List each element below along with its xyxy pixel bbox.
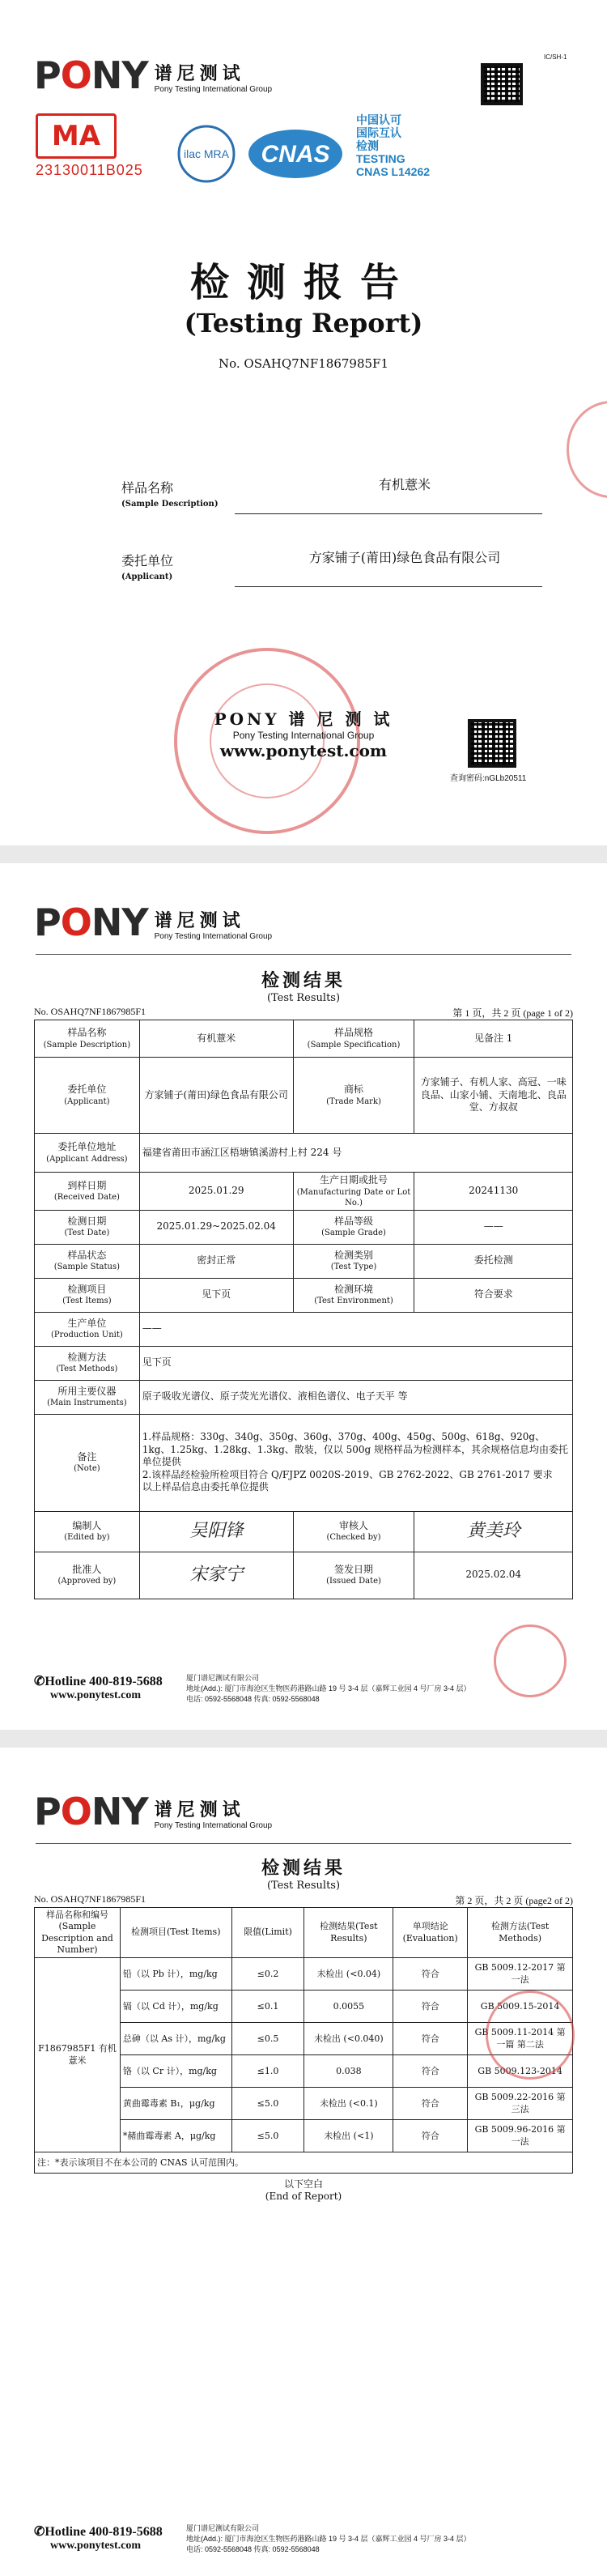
report-title-en: (Testing Report)	[184, 308, 423, 338]
underline	[235, 513, 542, 514]
cma-number: 23130011B025	[36, 162, 143, 178]
phone-icon: ✆	[34, 2525, 45, 2539]
cnas-line: 国际互认	[356, 126, 401, 139]
table-row: 检测日期 (Test Date) 2025.01.29~2025.02.04 样品等级 (Sample Grade) ——	[35, 1210, 573, 1244]
sample-grade: ——	[414, 1210, 573, 1244]
underline	[235, 586, 542, 587]
applicant-value: 方家铺子(莆田)绿色食品有限公司	[308, 550, 501, 565]
editor-signature: 吴阳锋	[189, 1520, 244, 1541]
results-page-1	[0, 863, 607, 1730]
table-header-row: 样品名称和编号(Sample Description and Number) 检测项目(Test Items) 限值(Limit) 检测结果(Test Results) 单项结论(Evaluation) 检测方法(Test Methods)	[35, 1908, 573, 1958]
test-methods: 见下页	[139, 1346, 572, 1380]
brand-cn: 谱尼测试	[154, 910, 245, 931]
cma-mark	[36, 113, 143, 179]
header-divider	[36, 1843, 571, 1844]
production-unit: ——	[139, 1312, 572, 1346]
results-title-cn: 检测结果	[261, 970, 346, 991]
test-items: 见下页	[139, 1278, 293, 1312]
cnas-line: 检测	[356, 139, 379, 152]
table-row: 编制人 (Edited by) 吴阳锋 审核人 (Checked by) 黄美玲	[35, 1511, 573, 1552]
sample-label: 样品名称	[121, 480, 174, 496]
note-line: 以上样品信息由委托单位提供	[142, 1481, 269, 1493]
end-of-report	[0, 2177, 607, 2202]
note-line: 2.该样品经检验所检项目符合 Q/FJPZ 0020S-2019、GB 2762-2022、GB 2761-2017 要求	[142, 1468, 553, 1480]
cnas-logo	[243, 121, 348, 186]
page-info: 第 2 页，共 2 页 (page2 of 2)	[455, 1895, 573, 1906]
table-row: 镉（以 Cd 计），mg/kg ≤0.1 0.0055 符合 GB 5009.15-2014	[35, 1991, 573, 2023]
note-value	[139, 1414, 572, 1511]
table-row: 样品状态 (Sample Status) 密封正常 检测类别 (Test Type) 委托检测	[35, 1244, 573, 1278]
hotline: Hotline 400-819-5688	[45, 2525, 163, 2539]
website-link[interactable]: www.ponytest.com	[50, 2540, 141, 2552]
report-title-cn: 检测报告	[189, 260, 417, 305]
trademark-value: 方家铺子、有机人家、高冠、一味良品、山家小铺、天南地北、良品堂、方叔叔	[414, 1058, 573, 1134]
company-address	[186, 2523, 471, 2555]
verify-qr-icon	[468, 719, 516, 768]
spec-value: 见备注 1	[414, 1020, 573, 1058]
report-meta	[34, 1006, 573, 1020]
seal-stamp	[486, 1991, 575, 2080]
brand-cn: 谱尼测试	[154, 1799, 245, 1820]
addr-line: 地址(Add.): 厦门市海沧区生物医药港路山路 19 号 3-4 层（嘉辉工业园 4 号厂房 3-4 层）	[186, 2535, 471, 2543]
address-value: 福建省莆田市涵江区梧塘镇溪游村上村 224 号	[139, 1134, 572, 1173]
results-page-2	[0, 1748, 607, 2576]
addr-line: 电话: 0592-5568048 传真: 0592-5568048	[186, 1695, 320, 1703]
table-row: 生产单位 (Production Unit) ——	[35, 1312, 573, 1346]
sample-value: 有机薏米	[378, 477, 431, 492]
test-date: 2025.01.29~2025.02.04	[139, 1210, 293, 1244]
table-row: 总砷（以 As 计），mg/kg ≤0.5 未检出 (<0.040) 符合 GB 5009.11-2014 第一篇 第二法	[35, 2023, 573, 2055]
sample-label-en: (Sample Description)	[121, 500, 219, 509]
results-title-en: (Test Results)	[266, 992, 341, 1004]
company-address	[186, 1673, 471, 1705]
cnas-line: CNAS L14262	[356, 165, 431, 178]
cnas-line: 中国认可	[356, 113, 401, 126]
table-row: F1867985F1 有机薏米 铅（以 Pb 计），mg/kg ≤0.2 未检出 (<0.04) 符合 GB 5009.12-2017 第一法	[35, 1958, 573, 1991]
applicant-value: 方家铺子(莆田)绿色食品有限公司	[139, 1058, 293, 1134]
applicant-label-en: (Applicant)	[121, 573, 173, 581]
header-logo	[34, 901, 273, 944]
report-meta	[34, 1893, 573, 1907]
brand-en: Pony Testing International Group	[154, 932, 273, 941]
end-en: (End of Report)	[265, 2191, 342, 2202]
test-type: 委托检测	[414, 1244, 573, 1278]
basic-info-table	[34, 1020, 573, 1599]
website-link[interactable]: www.ponytest.com	[50, 1689, 141, 1701]
brand-cn: 谱尼测试	[154, 63, 245, 84]
header-logo	[34, 53, 273, 97]
table-row: *赭曲霉毒素 A，μg/kg ≤5.0 未检出 (<1) 符合 GB 5009.96-2016 第一法	[35, 2120, 573, 2152]
results-title-cn: 检测结果	[261, 1858, 346, 1879]
sample-status: 密封正常	[139, 1244, 293, 1278]
end-cn: 以下空白	[283, 2178, 323, 2190]
table-row: 所用主要仪器 (Main Instruments) 原子吸收光谱仪、原子荧光光谱仪、液相色谱仪、电子天平 等	[35, 1380, 573, 1414]
ilac-text: ilac MRA	[183, 147, 230, 160]
applicant-field	[121, 551, 542, 581]
pony-logo: PONY	[34, 53, 148, 97]
footer-url[interactable]: www.ponytest.com	[219, 741, 388, 760]
hotline-block	[34, 2523, 163, 2553]
lot-number: 20241130	[414, 1173, 573, 1211]
issued-date: 2025.02.04	[414, 1552, 573, 1599]
addr-line: 地址(Add.): 厦门市海沧区生物医药港路山路 19 号 3-4 层（嘉辉工业园 4 号厂房 3-4 层）	[186, 1684, 471, 1692]
hotline: Hotline 400-819-5688	[45, 1675, 163, 1688]
table-row: 备注 (Note) 1.样品规格：330g、340g、350g、360g、370g、400g、450g、500g、618g、920g、1kg、1.25kg、1.28kg、1.3kg、散装，仅以 500g 规格样品为检测样本，其余规格信息均由委托单位提供 2.该样品经检验所检项目符合 Q/FJPZ 0020S-2019、GB 2762-2022、GB 2761-2017 要求 以上样品信息由委托单位提供	[35, 1414, 573, 1511]
table-row: 委托单位地址 (Applicant Address) 福建省莆田市涵江区梧塘镇溪游村上村 224 号	[35, 1134, 573, 1173]
phone-icon: ✆	[34, 1675, 45, 1688]
side-seal-stamp	[567, 401, 607, 498]
cma-logo: MA	[36, 113, 117, 159]
report-number: No. OSAHQ7NF1867985F1	[34, 1893, 146, 1905]
page-info: 第 1 页，共 2 页 (page 1 of 2)	[452, 1007, 573, 1019]
verify-code: 查询密码:nGLb20511	[450, 774, 527, 783]
addr-line: 厦门谱尼测试有限公司	[186, 2524, 260, 2532]
pony-logo: PONY	[34, 901, 148, 944]
table-row: 到样日期 (Received Date) 2025.01.29 生产日期或批号 (Manufacturing Date or Lot No.) 20241130	[35, 1173, 573, 1211]
results-title	[0, 1854, 607, 1892]
cnas-line: TESTING	[356, 152, 405, 165]
applicant-label: 委托单位	[121, 553, 174, 568]
results-title	[0, 967, 607, 1004]
brand-en: Pony Testing International Group	[154, 85, 273, 94]
report-cover-page	[0, 0, 607, 845]
table-row: 委托单位 (Applicant) 方家铺子(莆田)绿色食品有限公司 商标 (Trade Mark) 方家铺子、有机人家、高冠、一味良品、山家小铺、天南地北、良品堂、方叔叔	[35, 1058, 573, 1134]
table-row: 检测方法 (Test Methods) 见下页	[35, 1346, 573, 1380]
test-environment: 符合要求	[414, 1278, 573, 1312]
brand-en: Pony Testing International Group	[154, 1821, 273, 1830]
footer-brand-en: Pony Testing International Group	[232, 730, 375, 741]
cnas-text: CNAS	[261, 141, 330, 168]
results-title-en: (Test Results)	[266, 1880, 341, 1892]
footer-brand: PONY 谱 尼 测 试	[214, 709, 393, 729]
table-row: 检测项目 (Test Items) 见下页 检测环境 (Test Environment) 符合要求	[35, 1278, 573, 1312]
main-instruments: 原子吸收光谱仪、原子荧光光谱仪、液相色谱仪、电子天平 等	[139, 1380, 572, 1414]
pony-logo: PONY	[34, 1790, 148, 1833]
header-divider	[36, 954, 571, 955]
header-logo	[34, 1790, 273, 1833]
table-row: 批准人 (Approved by) 宋家宁 签发日期 (Issued Date) 2025.02.04	[35, 1552, 573, 1599]
addr-line: 电话: 0592-5568048 传真: 0592-5568048	[186, 2545, 320, 2553]
footnote: 注：*表示该项目不在本公司的 CNAS 认可范围内。	[35, 2152, 573, 2174]
checker-signature: 黄美玲	[466, 1520, 520, 1541]
hotline-block	[34, 1673, 163, 1702]
addr-line: 厦门谱尼测试有限公司	[186, 1674, 260, 1682]
sample-id: F1867985F1 有机薏米	[35, 1958, 121, 2152]
approver-signature: 宋家宁	[189, 1564, 244, 1585]
table-row	[35, 2152, 573, 2174]
note-line: 1.样品规格：330g、340g、350g、360g、370g、400g、450g、500g、618g、920g、1kg、1.25kg、1.28kg、1.3kg、散装，仅以 500g 规格样品为检测样本，其余规格信息均由委托单位提供	[142, 1431, 568, 1468]
table-row: 铬（以 Cr 计），mg/kg ≤1.0 0.038 符合 GB 5009.123-2014	[35, 2055, 573, 2088]
sample-field	[121, 478, 542, 509]
table-row: 样品名称 (Sample Description) 有机薏米 样品规格 (Sample Specification) 见备注 1	[35, 1020, 573, 1058]
table-row: 黄曲霉毒素 B₁，μg/kg ≤5.0 未检出 (<0.1) 符合 GB 5009.22-2016 第三法	[35, 2088, 573, 2120]
qr-code-icon	[481, 63, 523, 105]
sample-value: 有机薏米	[139, 1020, 293, 1058]
qr-caption: IC/SH-1	[544, 53, 567, 61]
ilac-mra-logo	[170, 121, 243, 186]
report-number: No. OSAHQ7NF1867985F1	[218, 356, 389, 371]
cnas-accreditation-text	[356, 113, 430, 178]
seal-stamp	[494, 1624, 567, 1697]
report-number: No. OSAHQ7NF1867985F1	[34, 1006, 146, 1017]
received-date: 2025.01.29	[139, 1173, 293, 1211]
